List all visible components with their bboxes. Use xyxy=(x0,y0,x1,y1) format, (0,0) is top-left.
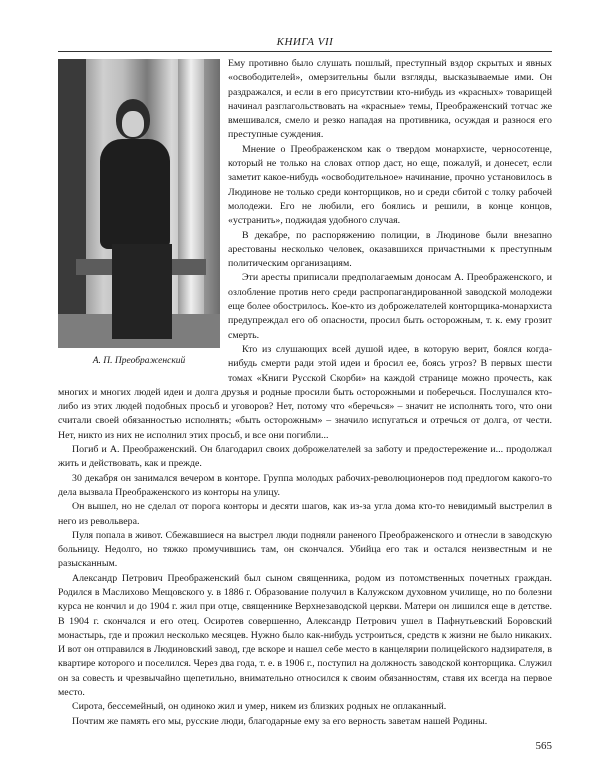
portrait-photo xyxy=(58,59,220,348)
paragraph: Александр Петрович Преображенский был сыном священника, родом из потомственных почетных граждан. Родился в Маслихово Мещовского у. в 1886 г. Образование получил в Калужском духовном училище, но по болезни курса не кончил и до 1904 г. жил при отце, священнике Верхнезаводской церкви. Матери он лишился еще в детстве. В 1904 г. скончался и его отец. Осиротев совершенно, Александр Петрович ушел в Пафнутьевский Боровский монастырь, где и прожил несколько месяцев. Нужно было как-нибудь устроиться, средств к жизни не было никаких. И вот он отправился в Людиновский завод, где вскоре и нашел себе место в канцелярии полицейского надзирателя, в квартире которого и поселился. Через два года, т. е. в 1906 г., поступил на должность заводской конторщика. Служил он за совесть и чрезвычайно щепетильно, внимательно относился к своим обязанностям, ставя их всегда на первое место. xyxy=(58,572,552,699)
paragraph: Почтим же память его мы, русские люди, благодарные ему за его верность заветам нашей Родины. xyxy=(72,715,488,727)
paragraph: Кто из слушающих всей душой идее, в которую верит, боялся когда-нибудь смерти ради этой идеи и бросил ее, боясь угроз? В первых шести томах «Книги Русской Скорби» на каждой странице можно прочесть, как многих и многих людей идеи и долга друзья и родные просили быть осторожными и поберечься. Послушался кто-либо из этих людей подобных просьб и уговоров? Нет, потому что «беречься» – значит не исполнять того, что они считали своей обязанностью исполнять; «быть осторожным» – значило испугаться и отречься от долга, от чести. Нет, никто из них не исполнил этих просьб, и все они погибли... xyxy=(58,343,552,441)
paragraph: Погиб и А. Преображенский. Он благодарил своих доброжелателей за заботу и предостережение и... продолжал жить и действовать, как и прежде. xyxy=(58,444,552,470)
portrait-figure xyxy=(58,59,220,375)
paragraph: Сирота, бессемейный, он одиноко жил и умер, никем из близких родных не оплаканный. xyxy=(72,701,447,713)
portrait-caption: А. П. Преображенский xyxy=(92,356,186,366)
article-body xyxy=(58,57,552,729)
paragraph: 30 декабря он занимался вечером в конторе. Группа молодых рабочих-революционеров под предлогом какого-то дела вызвала Преображенского из конторы на улицу. xyxy=(58,472,552,498)
running-header: КНИГА VII xyxy=(276,36,334,48)
paragraph: Ему противно было слушать пошлый, преступный вздор скрытых и явных «освободителей», омерзительны были взгляды, высказываемые ими. Он раздражался, и если в его присутствии кто-нибудь из «красных» товарищей начинал разглагольствовать на «красные» темы, Преображенский тотчас же вмешивался, смело и резко нападая на противника, осуждая и разнося его преступные суждения. xyxy=(228,58,552,141)
paragraph: Мнение о Преображенском как о твердом монархисте, черносотенце, который не только на словах отпор даст, но еще, пожалуй, и донесет, если заметит какое-нибудь «освободительное» начинание, прочно установилось в Людинове не только среди конторщиков, но и среди сбитой с толку рабочей молодежи. Его не любили, его боялись и решили, в конце концов, «устранить», поджидая удобного случая. xyxy=(228,143,552,227)
paragraph: Он вышел, но не сделал от порога конторы и десяти шагов, как из-за угла дома кто-то невидимый выстрелил в него из револьвера. xyxy=(58,501,552,527)
paragraph: Пуля попала в живот. Сбежавшиеся на выстрел люди подняли раненого Преображенского и отнесли в заводскую больницу. Недолго, но тяжко промучившись там, он скончался. Убийца его так и остался неизвестным и не разысканным. xyxy=(58,529,552,570)
page-number: 565 xyxy=(535,740,552,752)
paragraph: Эти аресты приписали предполагаемым доносам А. Преображенского, и озлобление против него среди распропагандированной заводской молодежи еще более обострилось. Кое-кто из доброжелателей конторщика-монархиста предупреждал его об опасности, просил быть осторожным, т. к. ему грозит смерть. xyxy=(228,272,552,341)
paragraph: В декабре, по распоряжению полиции, в Людинове были внезапно арестованы несколько человек, оказавшихся причастными к преступным политическим организациям. xyxy=(228,229,552,270)
header-rule xyxy=(58,51,552,52)
